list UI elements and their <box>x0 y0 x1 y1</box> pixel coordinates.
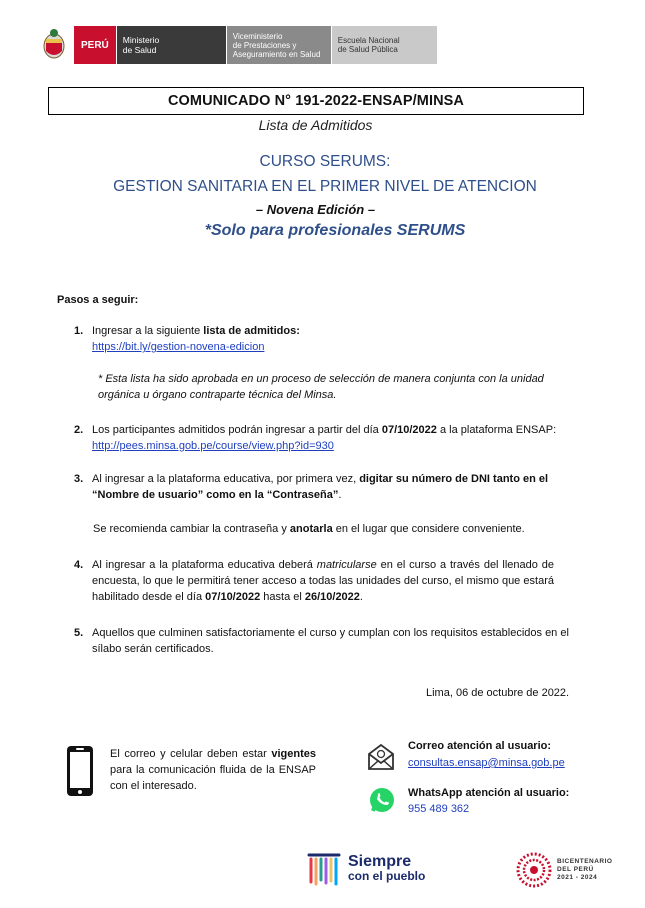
step-4-date-end: 26/10/2022 <box>304 591 360 603</box>
step-4 <box>74 557 554 605</box>
vice-line-3: Aseguramiento en Salud <box>232 49 321 59</box>
bic-line-3: 2021 - 2024 <box>557 874 598 881</box>
bicentenario-logo <box>516 852 612 888</box>
bic-line-1: BICENTENARIO <box>557 858 613 865</box>
whatsapp-icon <box>368 786 396 814</box>
ministerio-line-1: Ministerio <box>122 35 160 45</box>
edicion-label: – Novena Edición – <box>255 202 376 217</box>
viceministerio-logo-block <box>226 26 331 64</box>
curso-title-line-1: CURSO SERUMS: <box>259 153 391 170</box>
curso-title-line-2: GESTION SANITARIA EN EL PRIMER NIVEL DE ATENCION <box>113 178 537 195</box>
whatsapp-label: WhatsApp atención al usuario: <box>408 787 570 799</box>
step-number: 3. <box>74 473 84 485</box>
header-logos <box>40 26 437 64</box>
pasos-title: Pasos a seguir: <box>57 294 139 306</box>
peru-shield-icon <box>40 26 68 62</box>
step-3-bold: digitar su número de DNI tanto en el “Nombre de usuario” como en la “Contraseña” <box>92 473 549 501</box>
ensap-platform-link[interactable]: http://pees.minsa.gob.pe/course/view.php?id=930 <box>92 440 334 452</box>
ministerio-logo-block <box>116 26 226 64</box>
siempre-logo-icon <box>306 852 342 886</box>
contact-note <box>110 746 316 794</box>
siempre-line-1: Siempre <box>348 853 412 870</box>
mail-label: Correo atención al usuario: <box>408 740 552 752</box>
step-1-text: Ingresar a la siguiente <box>92 325 204 337</box>
comunicado-title: COMUNICADO N° 191-2022-ENSAP/MINSA <box>167 93 465 109</box>
step-4-date-start: 07/10/2022 <box>205 591 261 603</box>
comunicado-box <box>48 87 584 115</box>
step-2-date: 07/10/2022 <box>381 424 437 436</box>
approval-note: * Esta lista ha sido aprobada en un proceso de selección de manera conjunta con la unidad orgánica u órgano contraparte técnica del Minsa. <box>98 373 544 401</box>
peru-label: PERÚ <box>81 39 109 51</box>
step-2-text-end: a la plataforma ENSAP: <box>436 424 557 436</box>
step-2-text: Los participantes admitidos podrán ingresar a partir del día <box>92 424 382 436</box>
step-4-text-3: hasta el <box>260 591 305 603</box>
vice-line-1: Viceministerio <box>232 31 283 41</box>
step-3-text: Al ingresar a la plataforma educativa, por primera vez, <box>92 473 360 485</box>
step-2 <box>74 422 594 454</box>
escuela-logo-block <box>331 26 437 64</box>
step-3-end: . <box>338 489 342 501</box>
step-number: 4. <box>74 559 84 571</box>
escuela-line-2: de Salud Pública <box>337 45 398 54</box>
recomienda-text: Se recomienda cambiar la contraseña y <box>93 523 290 535</box>
mail-link[interactable]: consultas.ensap@minsa.gob.pe <box>408 757 565 769</box>
password-recommendation <box>93 521 583 537</box>
step-number: 5. <box>74 627 84 639</box>
contact-text-c: para la comunicación fluida de la ENSAP con el interesado. <box>110 764 316 792</box>
solo-serums-label: *Solo para profesionales SERUMS <box>204 222 466 239</box>
date-signature: Lima, 06 de octubre de 2022. <box>426 687 570 699</box>
step-5 <box>74 625 594 657</box>
contact-text-a: El correo y celular deben estar <box>110 748 272 760</box>
step-number: 1. <box>74 325 84 337</box>
ministerio-line-2: de Salud <box>122 45 157 55</box>
bicentenario-logo-icon <box>516 852 552 888</box>
step-1 <box>74 323 594 355</box>
bic-line-2: DEL PERÚ <box>557 866 594 873</box>
phone-icon <box>66 745 94 797</box>
admitidos-link[interactable]: https://bit.ly/gestion-novena-edicion <box>92 341 265 353</box>
step-4-end: . <box>359 591 363 603</box>
siempre-logo <box>306 852 425 886</box>
subtitle: Lista de Admitidos <box>258 117 373 133</box>
step-4-text: Al ingresar a la plataforma educativa deberá <box>92 559 317 571</box>
peru-logo-block <box>74 26 116 64</box>
vice-line-2: de Prestaciones y <box>232 40 297 50</box>
step-3 <box>74 471 594 503</box>
recomienda-bold: anotarla <box>289 523 333 535</box>
step-5-text: Aquellos que culminen satisfactoriamente el curso y cumplan con los requisitos establecidos en el sílabo serán certificados. <box>92 627 569 655</box>
escuela-line-1: Escuela Nacional <box>337 36 400 45</box>
recomienda-end: en el lugar que considere conveniente. <box>332 523 525 535</box>
mail-icon <box>366 742 396 772</box>
step-1-bold: lista de admitidos: <box>203 325 300 337</box>
step-4-italic: matricularse <box>316 559 377 571</box>
whatsapp-number[interactable]: 955 489 362 <box>408 803 470 815</box>
step-number: 2. <box>74 424 84 436</box>
contact-bold: vigentes <box>271 748 316 760</box>
step-4-text-2: en el curso a través del llenado de encuesta, lo que le permitirá tener acceso a todas las unidades del curso, el mismo que estará habilitado desde el día <box>92 559 555 603</box>
siempre-line-2: con el pueblo <box>348 869 426 883</box>
